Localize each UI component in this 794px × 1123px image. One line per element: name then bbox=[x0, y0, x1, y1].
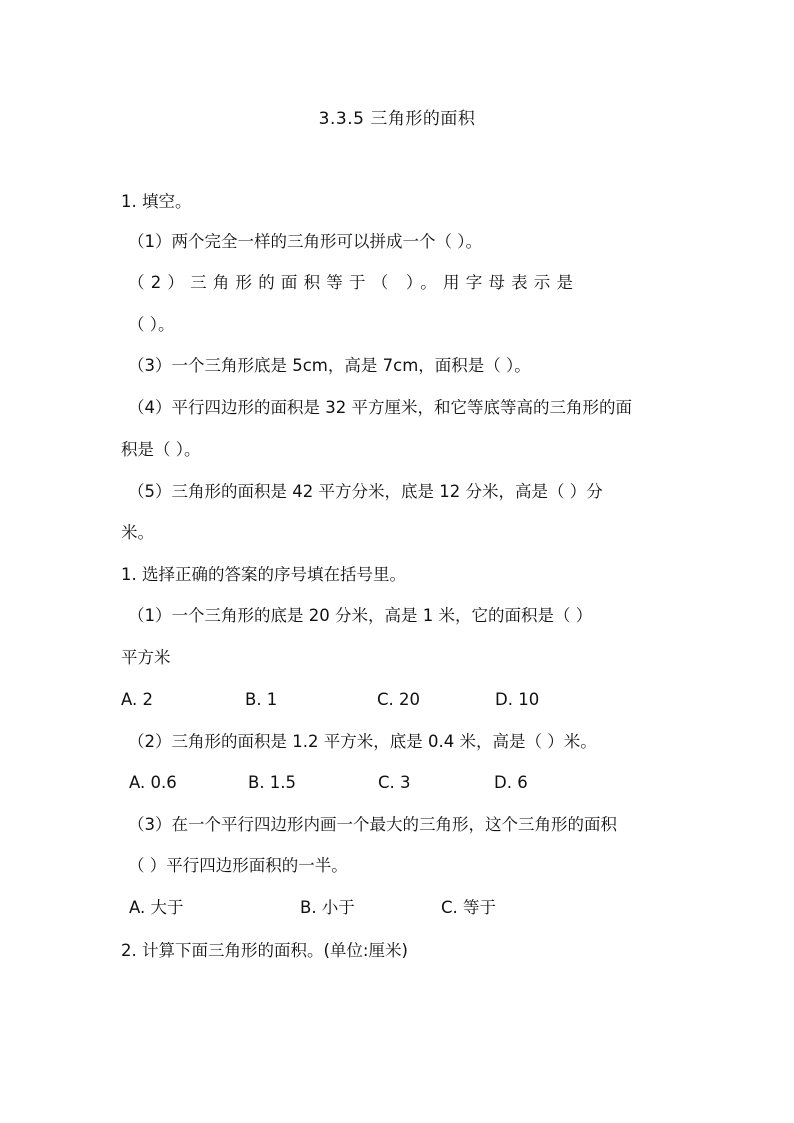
section2-heading: 1. 选择正确的答案的序号填在括号里。 bbox=[121, 565, 406, 584]
option-c: C. 等于 bbox=[441, 898, 497, 917]
choice-question-3-line2: （ ）平行四边形面积的一半。 bbox=[128, 856, 348, 875]
fill-question-1: （1）两个完全一样的三角形可以拼成一个（ ）。 bbox=[128, 232, 482, 251]
fill-question-4-line1: （4）平行四边形的面积是 32 平方厘米，和它等底等高的三角形的面 bbox=[128, 398, 632, 417]
option-d: D. 6 bbox=[494, 773, 528, 792]
choice-question-2-options bbox=[121, 771, 681, 795]
choice-question-1-line1: （1）一个三角形的底是 20 分米，高是 1 米，它的面积是（ ） bbox=[128, 606, 593, 625]
fill-question-5-line1: （5）三角形的面积是 42 平方分米，底是 12 分米，高是（ ）分 bbox=[128, 482, 603, 501]
option-b: B. 1 bbox=[245, 690, 278, 709]
section1-heading: 1. 填空。 bbox=[121, 192, 192, 211]
choice-question-2: （2）三角形的面积是 1.2 平方米，底是 0.4 米，高是（ ）米。 bbox=[128, 732, 597, 751]
option-c: C. 20 bbox=[377, 690, 421, 709]
choice-question-3-options bbox=[121, 896, 681, 920]
choice-question-3-line1: （3）在一个平行四边形内画一个最大的三角形，这个三角形的面积 bbox=[128, 815, 617, 834]
option-a: A. 2 bbox=[121, 690, 153, 709]
choice-question-1-options bbox=[121, 688, 681, 712]
option-a: A. 大于 bbox=[129, 898, 184, 917]
section3-heading: 2. 计算下面三角形的面积。(单位:厘米) bbox=[121, 941, 408, 960]
page-title: 3.3.5 三角形的面积 bbox=[318, 109, 476, 129]
option-c: C. 3 bbox=[378, 773, 411, 792]
option-a: A. 0.6 bbox=[129, 773, 177, 792]
fill-question-2-line1: （2）三角形的面积等于（ ）。用字母表示是 bbox=[128, 273, 580, 292]
fill-question-5-line2: 米。 bbox=[121, 523, 154, 542]
option-b: B. 1.5 bbox=[248, 773, 297, 792]
choice-question-1-line2: 平方米 bbox=[121, 648, 171, 667]
fill-question-4-line2: 积是（ ）。 bbox=[121, 440, 201, 459]
option-d: D. 10 bbox=[495, 690, 540, 709]
fill-question-2-line2: （ ）。 bbox=[128, 315, 175, 334]
fill-question-3: （3）一个三角形底是 5cm，高是 7cm，面积是（ ）。 bbox=[128, 356, 531, 375]
option-b: B. 小于 bbox=[300, 898, 355, 917]
